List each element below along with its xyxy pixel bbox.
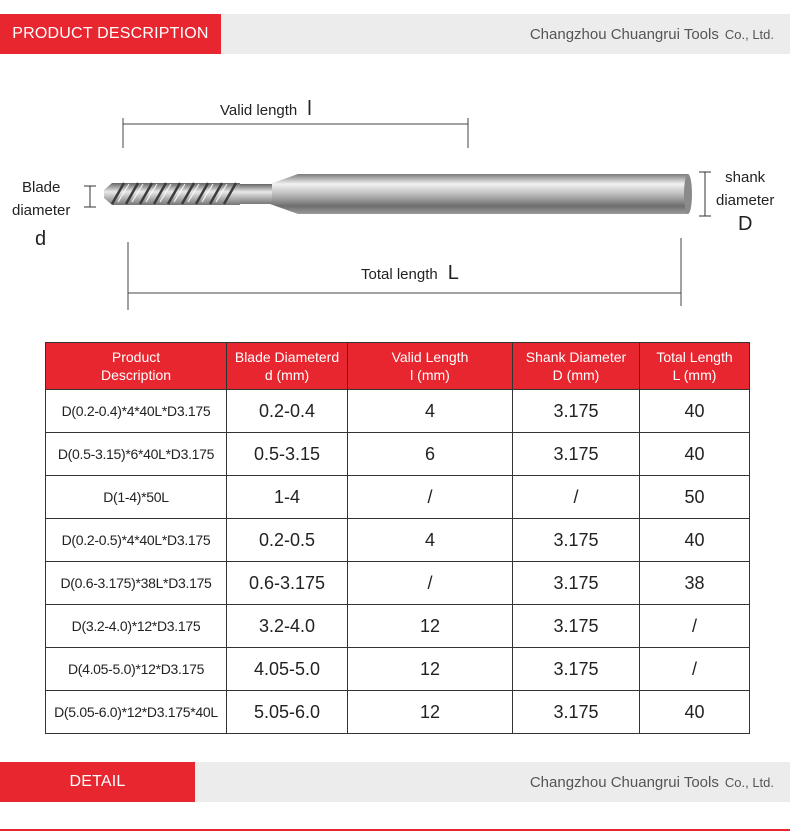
company-name-text: Changzhou Chuangrui Tools [529,773,719,791]
cell-total-length: 38 [640,562,750,605]
cell-description: D(5.05-6.0)*12*D3.175*40L [46,691,227,734]
cell-valid-length: / [348,476,513,519]
cell-valid-length: 12 [348,691,513,734]
cell-shank-diameter: 3.175 [513,691,640,734]
specification-table [45,342,750,734]
cell-valid-length: 12 [348,605,513,648]
cell-valid-length: / [348,562,513,605]
header-line: D (mm) [552,367,600,383]
company-suffix: Co., Ltd. [724,774,774,790]
valid-length-symbol: l [307,98,312,120]
header-product-description [46,343,227,390]
company-name-text: Changzhou Chuangrui Tools [529,25,719,43]
header-line: L (mm) [672,367,717,383]
total-length-symbol: L [447,262,459,284]
drill-diagram [0,80,790,320]
table-row [46,605,750,648]
cell-total-length: / [640,605,750,648]
divider-line [0,829,790,831]
cell-blade-diameter: 0.5-3.15 [227,433,348,476]
shank-diameter-symbol: D [737,213,753,235]
table-row [46,433,750,476]
shank-diameter-label [716,166,774,236]
table-row [46,562,750,605]
cell-total-length: 40 [640,390,750,433]
header-total-length [640,343,750,390]
shank-label-line2: diameter [716,192,775,209]
valid-length-label [220,98,312,121]
cell-shank-diameter: 3.175 [513,519,640,562]
cell-shank-diameter: 3.175 [513,648,640,691]
header-line: Description [100,367,172,383]
header-line: Valid Length [391,349,469,365]
cell-blade-diameter: 1-4 [227,476,348,519]
cell-shank-diameter: 3.175 [513,433,640,476]
valid-length-dimension [123,118,468,148]
shank-label-line1: shank [725,169,766,186]
cell-total-length: 50 [640,476,750,519]
blade-diameter-label [12,176,70,222]
cell-description: D(3.2-4.0)*12*D3.175 [46,605,227,648]
company-suffix: Co., Ltd. [724,26,774,42]
cell-blade-diameter: 4.05-5.0 [227,648,348,691]
table-header-row [46,343,750,390]
cell-shank-diameter: / [513,476,640,519]
drill-flute [104,183,272,205]
detail-company-name [530,762,774,802]
blade-diameter-marker [84,186,96,207]
header-line: Blade Diameterd [234,349,340,365]
cell-valid-length: 12 [348,648,513,691]
blade-label-line1: Blade [21,179,61,196]
product-description-header [0,14,790,54]
cell-description: D(0.2-0.5)*4*40L*D3.175 [46,519,227,562]
cell-description: D(4.05-5.0)*12*D3.175 [46,648,227,691]
table-row [46,476,750,519]
header-valid-length [348,343,513,390]
cell-valid-length: 4 [348,390,513,433]
cell-blade-diameter: 3.2-4.0 [227,605,348,648]
cell-total-length: 40 [640,519,750,562]
cell-shank-diameter: 3.175 [513,605,640,648]
table-row [46,648,750,691]
cell-total-length: / [640,648,750,691]
header-line: Shank Diameter [525,349,627,365]
header-line: Product [111,349,161,365]
cell-blade-diameter: 0.6-3.175 [227,562,348,605]
cell-total-length: 40 [640,691,750,734]
detail-header [0,762,790,802]
header-shank-diameter [513,343,640,390]
cell-total-length: 40 [640,433,750,476]
header-line: l (mm) [410,367,450,383]
header-line: d (mm) [264,367,310,383]
company-name [530,14,774,54]
section-title: PRODUCT DESCRIPTION [0,14,221,54]
valid-length-text: Valid length [220,102,298,119]
cell-valid-length: 4 [348,519,513,562]
cell-description: D(0.5-3.15)*6*40L*D3.175 [46,433,227,476]
cell-description: D(0.2-0.4)*4*40L*D3.175 [46,390,227,433]
header-line: Total Length [656,349,733,365]
cell-valid-length: 6 [348,433,513,476]
table-row [46,390,750,433]
table-row [46,691,750,734]
shank-diameter-marker [699,172,711,216]
header-blade-diameter [227,343,348,390]
blade-label-line2: diameter [12,202,71,219]
table-row [46,519,750,562]
cell-shank-diameter: 3.175 [513,390,640,433]
cell-blade-diameter: 5.05-6.0 [227,691,348,734]
total-length-text: Total length [361,266,438,283]
total-length-label [361,262,459,285]
cell-blade-diameter: 0.2-0.4 [227,390,348,433]
blade-diameter-symbol: d [35,228,47,250]
cell-shank-diameter: 3.175 [513,562,640,605]
detail-title: DETAIL [0,762,195,802]
cell-blade-diameter: 0.2-0.5 [227,519,348,562]
cell-description: D(1-4)*50L [46,476,227,519]
cell-description: D(0.6-3.175)*38L*D3.175 [46,562,227,605]
drill-shank [270,174,692,214]
